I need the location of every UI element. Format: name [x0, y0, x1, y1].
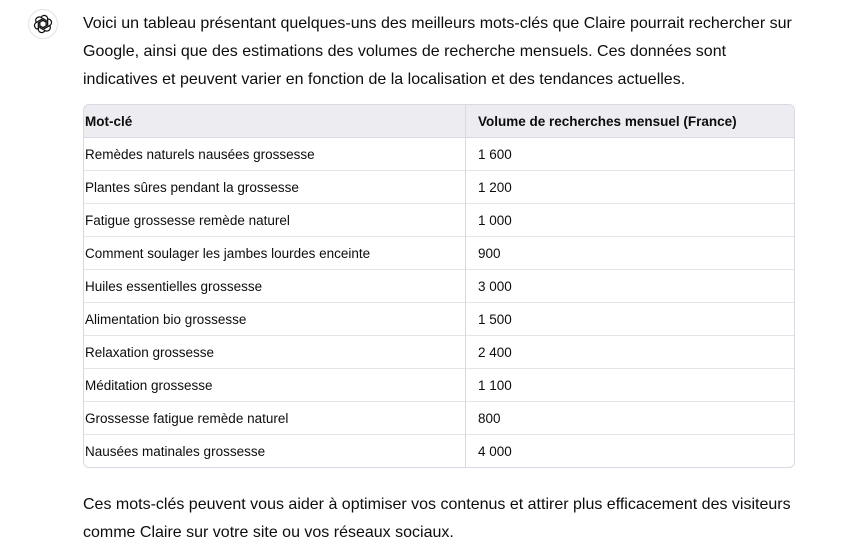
volume-cell: 1 200 [466, 171, 795, 204]
intro-paragraph: Voici un tableau présentant quelques-uns des meilleurs mots-clés que Claire pourrait rechercher sur Google, ainsi que des estimations des volumes de recherche mensuels. Ces données sont indicatives et peuvent varier en fonction de la localisation et des tendances actuelles. [83, 15, 792, 88]
table-row [84, 336, 794, 369]
volume-cell: 1 600 [466, 138, 795, 171]
keywords-table [84, 105, 794, 467]
table-row [84, 369, 794, 402]
keyword-cell: Grossesse fatigue remède naturel [84, 402, 466, 435]
table-row [84, 138, 794, 171]
volume-cell: 1 500 [466, 303, 795, 336]
keyword-cell: Relaxation grossesse [84, 336, 466, 369]
table-row [84, 270, 794, 303]
assistant-avatar [28, 9, 58, 39]
keyword-cell: Méditation grossesse [84, 369, 466, 402]
assistant-message [83, 10, 795, 547]
table-header-row [84, 105, 794, 138]
keyword-cell: Remèdes naturels nausées grossesse [85, 146, 315, 162]
keyword-cell: Alimentation bio grossesse [84, 303, 466, 336]
volume-cell: 4 000 [466, 435, 795, 468]
keyword-cell: Plantes sûres pendant la grossesse [84, 171, 466, 204]
volume-cell: 2 400 [466, 336, 795, 369]
keywords-table-container [83, 104, 795, 468]
volume-cell: 3 000 [466, 270, 795, 303]
table-row [84, 204, 794, 237]
column-header-keyword: Mot-clé [84, 105, 466, 138]
table-row [84, 237, 794, 270]
keyword-cell: Comment soulager les jambes lourdes enceinte [84, 237, 466, 270]
table-row [84, 303, 794, 336]
openai-logo-icon [33, 14, 53, 34]
table-row [84, 402, 794, 435]
volume-cell: 900 [466, 237, 795, 270]
volume-cell: 800 [466, 402, 795, 435]
outro-paragraph: Ces mots-clés peuvent vous aider à optimiser vos contenus et attirer plus efficacement des visiteurs comme Claire sur votre site ou vos réseaux sociaux. [83, 496, 791, 541]
volume-cell: 1 000 [466, 204, 795, 237]
keyword-cell: Nausées matinales grossesse [84, 435, 466, 468]
keyword-cell: Fatigue grossesse remède naturel [84, 204, 466, 237]
table-row [84, 435, 794, 468]
keyword-cell: Huiles essentielles grossesse [84, 270, 466, 303]
table-row [84, 171, 794, 204]
volume-cell: 1 100 [466, 369, 795, 402]
column-header-volume: Volume de recherches mensuel (France) [466, 105, 795, 138]
